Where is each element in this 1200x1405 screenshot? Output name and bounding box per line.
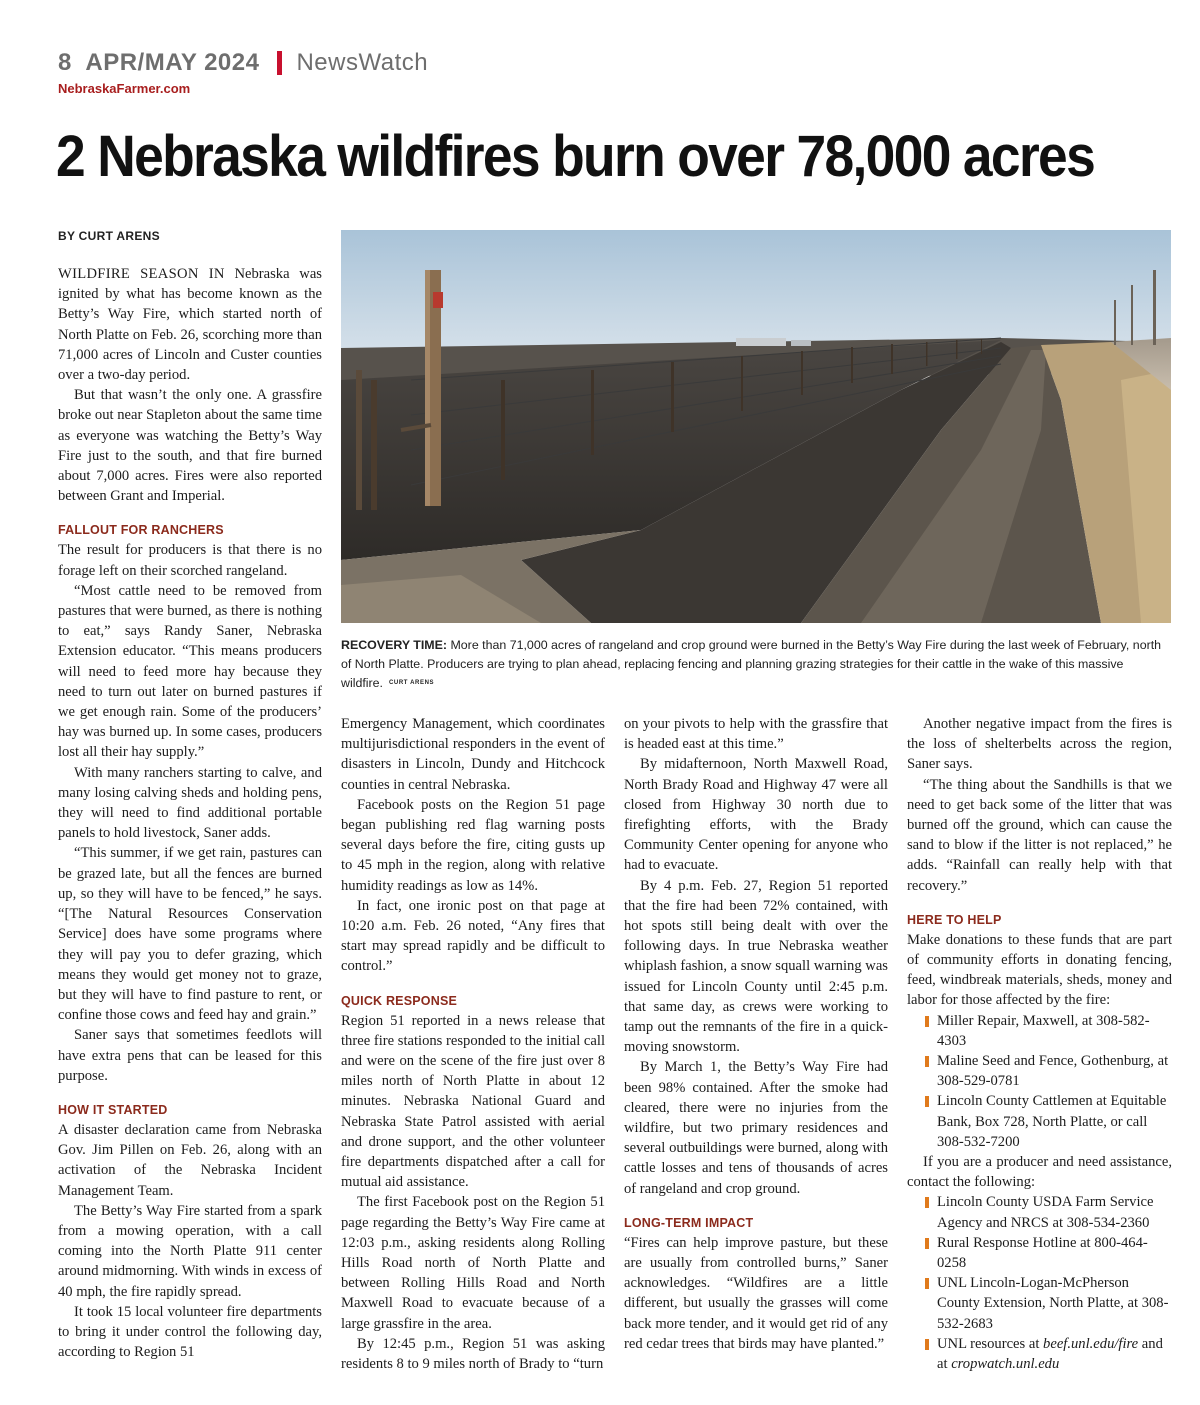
- bullet-icon: [925, 1016, 929, 1027]
- wildfire-photo: [341, 230, 1171, 623]
- bullet-icon: [925, 1238, 929, 1249]
- folio: [58, 46, 428, 80]
- paragraph: Facebook posts on the Region 51 page began publishing red flag warning posts several days before the fire, citing gusts up to 45 mph in the region, along with relative humidity readings as low as 14%.: [341, 796, 605, 894]
- resources-text: and at: [937, 1335, 1163, 1373]
- subhead-fallout: FALLOUT FOR RANCHERS: [58, 523, 224, 538]
- list-item: [921, 1091, 1172, 1152]
- subhead-quick-response: QUICK RESPONSE: [341, 993, 458, 1008]
- donation-list: [907, 1011, 1172, 1152]
- subhead-how-it-started: HOW IT STARTED: [58, 1102, 168, 1117]
- issue-date: APR/MAY 2024: [85, 49, 260, 76]
- list-item: [921, 1273, 1172, 1334]
- paragraph: “The thing about the Sandhills is that we need to get back some of the litter that was burned off the ground, which can cause the sand to blow if the litter is not replaced,” he adds. “Rainfall can really help with that recovery.”: [907, 776, 1172, 894]
- column-1: [58, 264, 322, 1362]
- photo-caption: [341, 636, 1171, 693]
- caption-text: More than 71,000 acres of rangeland and crop ground were burned in the Betty’s Way Fire during the last week of February, north of North Platte. Producers are trying to plan ahead, replacing fencing and planning grazing strategies for their cattle in the wake of this massive wildfire.: [341, 638, 1162, 690]
- contact-list: [907, 1192, 1172, 1374]
- caption-lead: RECOVERY TIME:: [341, 638, 448, 652]
- column-3: [624, 714, 888, 1354]
- list-item: [921, 1011, 1172, 1051]
- paragraph: Another negative impact from the fires is the loss of shelterbelts across the region, Saner says.: [907, 716, 1172, 773]
- list-item: [921, 1192, 1172, 1232]
- byline: BY CURT ARENS: [58, 229, 160, 243]
- link-beef-unl[interactable]: beef.unl.edu/fire: [1043, 1335, 1139, 1352]
- list-item: [921, 1334, 1172, 1374]
- list-item-text: Lincoln County Cattlemen at Equitable Bank, Box 728, North Platte, or call 308-532-7200: [937, 1093, 1167, 1150]
- bullet-icon: [925, 1096, 929, 1107]
- list-item-text: UNL Lincoln-Logan-McPherson County Extension, North Platte, at 308-532-2683: [937, 1275, 1169, 1332]
- bullet-icon: [925, 1056, 929, 1067]
- paragraph: By March 1, the Betty’s Way Fire had been 98% contained. After the smoke had cleared, there were no injuries from the wildfire, but two primary residences and several outbuildings were burned, along with cattle losses and tens of thousands of acres of rangeland and crop ground.: [624, 1059, 888, 1197]
- paragraph: A disaster declaration came from Nebraska Gov. Jim Pillen on Feb. 26, along with an activation of the Nebraska Incident Management Team.: [58, 1121, 322, 1199]
- bullet-icon: [925, 1197, 929, 1208]
- paragraph: By midafternoon, North Maxwell Road, North Brady Road and Highway 47 were all closed from Highway 30 north due to firefighting efforts, with the Brady Community Center opening for anyone who had to evacuate.: [624, 756, 888, 874]
- paragraph: By 4 p.m. Feb. 27, Region 51 reported that the fire had been 72% contained, with hot spots still being dealt with over the following days. In true Nebraska weather whiplash fashion, a snow squall warning was issued for Lincoln County until 2:45 p.m. that same day, as crews were working to tamp out the remnants of the fire in a quick-moving snowstorm.: [624, 877, 888, 1056]
- page-number: 8: [58, 49, 72, 76]
- subhead-here-to-help: HERE TO HELP: [907, 912, 1002, 927]
- paragraph: But that wasn’t the only one. A grassfire broke out near Stapleton about the same time as everyone was watching the Betty’s Way Fire just to the south, and that fire burned about 7,000 acres. Fires were also reported between Grant and Imperial.: [58, 387, 322, 505]
- paragraph: The result for producers is that there is no forage left on their scorched rangeland.: [58, 542, 322, 579]
- paragraph: The first Facebook post on the Region 51 page regarding the Betty’s Way Fire came at 12:03 p.m., asking residents along Rolling Hills Road north of North Platte and between Rolling Hills Road and North Maxwell Road to evacuate because of a large grassfire in the area.: [341, 1194, 605, 1332]
- section-name: NewsWatch: [296, 49, 429, 76]
- paragraph: By 12:45 p.m., Region 51 was asking residents 8 to 9 miles north of Brady to “turn: [341, 1335, 605, 1373]
- list-item-text: Maline Seed and Fence, Gothenburg, at 308-529-0781: [937, 1053, 1169, 1090]
- paragraph: “This summer, if we get rain, pastures can be grazed late, but all the fences are burned up, so they will have to be fenced,” he says. “[The Natural Resources Conservation Service] does have some programs where they will pay you to defer grazing, which means they would get money not to graze, but they will have to find pasture to rent, or confine those cows and feed hay and grain.”: [58, 845, 322, 1024]
- resources-text: UNL resources at: [937, 1335, 1044, 1352]
- lead-paragraph: [58, 264, 322, 385]
- list-item-text: Lincoln County USDA Farm Service Agency and NRCS at 308-534-2360: [937, 1194, 1154, 1231]
- paragraph: Saner says that sometimes feedlots will have extra pens that can be leased for this purpose.: [58, 1027, 322, 1084]
- paragraph: If you are a producer and need assistance, contact the following:: [907, 1154, 1172, 1191]
- list-item: [921, 1051, 1172, 1091]
- paragraph: Region 51 reported in a news release that three fire stations responded to the initial call and were on the scene of the fire just over 8 miles north of North Platte in about 12 minutes. Nebraska National Guard and Nebraska State Patrol assisted with aerial and drone support, and the other volunteer fire departments dispatched after a call for mutual aid assistance.: [341, 1012, 605, 1191]
- paragraph: In fact, one ironic post on that page at 10:20 a.m. Feb. 26 noted, “Any fires that start may spread rapidly and be difficult to control.”: [341, 897, 605, 975]
- paragraph: on your pivots to help with the grassfire that is headed east at this time.”: [624, 716, 888, 753]
- photo-credit: CURT ARENS: [389, 680, 435, 687]
- lead-in: WILDFIRE SEASON IN: [58, 266, 225, 282]
- site-url: NebraskaFarmer.com: [58, 81, 191, 96]
- column-4: [907, 714, 1172, 1374]
- burned-fence-line-image: [341, 230, 1171, 623]
- paragraph: “Fires can help improve pasture, but these are usually from controlled burns,” Saner acknowledges. “Wildfires are a little different, but usually the grasses will come back more tender, and it would get rid of any red cedar trees that birds may have planted.”: [624, 1234, 888, 1352]
- column-2: [341, 714, 605, 1374]
- paragraph: Emergency Management, which coordinates multijurisdictional responders in the event of disasters in Lincoln, Dundy and Hitchcock counties in central Nebraska.: [341, 716, 605, 793]
- bullet-icon: [925, 1278, 929, 1289]
- bullet-icon: [925, 1339, 929, 1350]
- list-item-text: Rural Response Hotline at 800-464-0258: [937, 1234, 1148, 1272]
- list-item: [921, 1233, 1172, 1273]
- divider-bar: [277, 51, 282, 75]
- paragraph: “Most cattle need to be removed from pastures that were burned, as there is nothing to eat,” says Randy Saner, Nebraska Extension educator. “This means producers will need to feed more hay because they need to turn out later on burned pastures if we get enough rain. Some of the producers’ hay was burned up. In some cases, producers lost all their hay supply.”: [58, 582, 322, 761]
- lead-text: Nebraska was ignited by what has become known as the Betty’s Way Fire, which started north of North Platte on Feb. 26, scorching more than 71,000 acres of Lincoln and Custer counties over a two-day period.: [58, 266, 322, 384]
- link-cropwatch[interactable]: cropwatch.unl.edu: [951, 1356, 1060, 1373]
- paragraph: The Betty’s Way Fire started from a spark from a mowing operation, with a call coming into the North Platte 911 center around midmorning. With winds in excess of 40 mph, the fire rapidly spread.: [58, 1202, 322, 1300]
- list-item-text: Miller Repair, Maxwell, at 308-582-4303: [937, 1012, 1150, 1049]
- paragraph: It took 15 local volunteer fire departments to bring it under control the following day, according to Region 51: [58, 1303, 322, 1361]
- paragraph: Make donations to these funds that are part of community efforts in donating fencing, feed, windbreak materials, sheds, money and labor for those affected by the fire:: [907, 931, 1172, 1009]
- headline: 2 Nebraska wildfires burn over 78,000 acres: [56, 124, 1095, 189]
- paragraph: With many ranchers starting to calve, and many losing calving sheds and holding pens, they will need to find additional portable panels to hold livestock, Saner adds.: [58, 764, 322, 842]
- subhead-long-term-impact: LONG-TERM IMPACT: [624, 1215, 754, 1230]
